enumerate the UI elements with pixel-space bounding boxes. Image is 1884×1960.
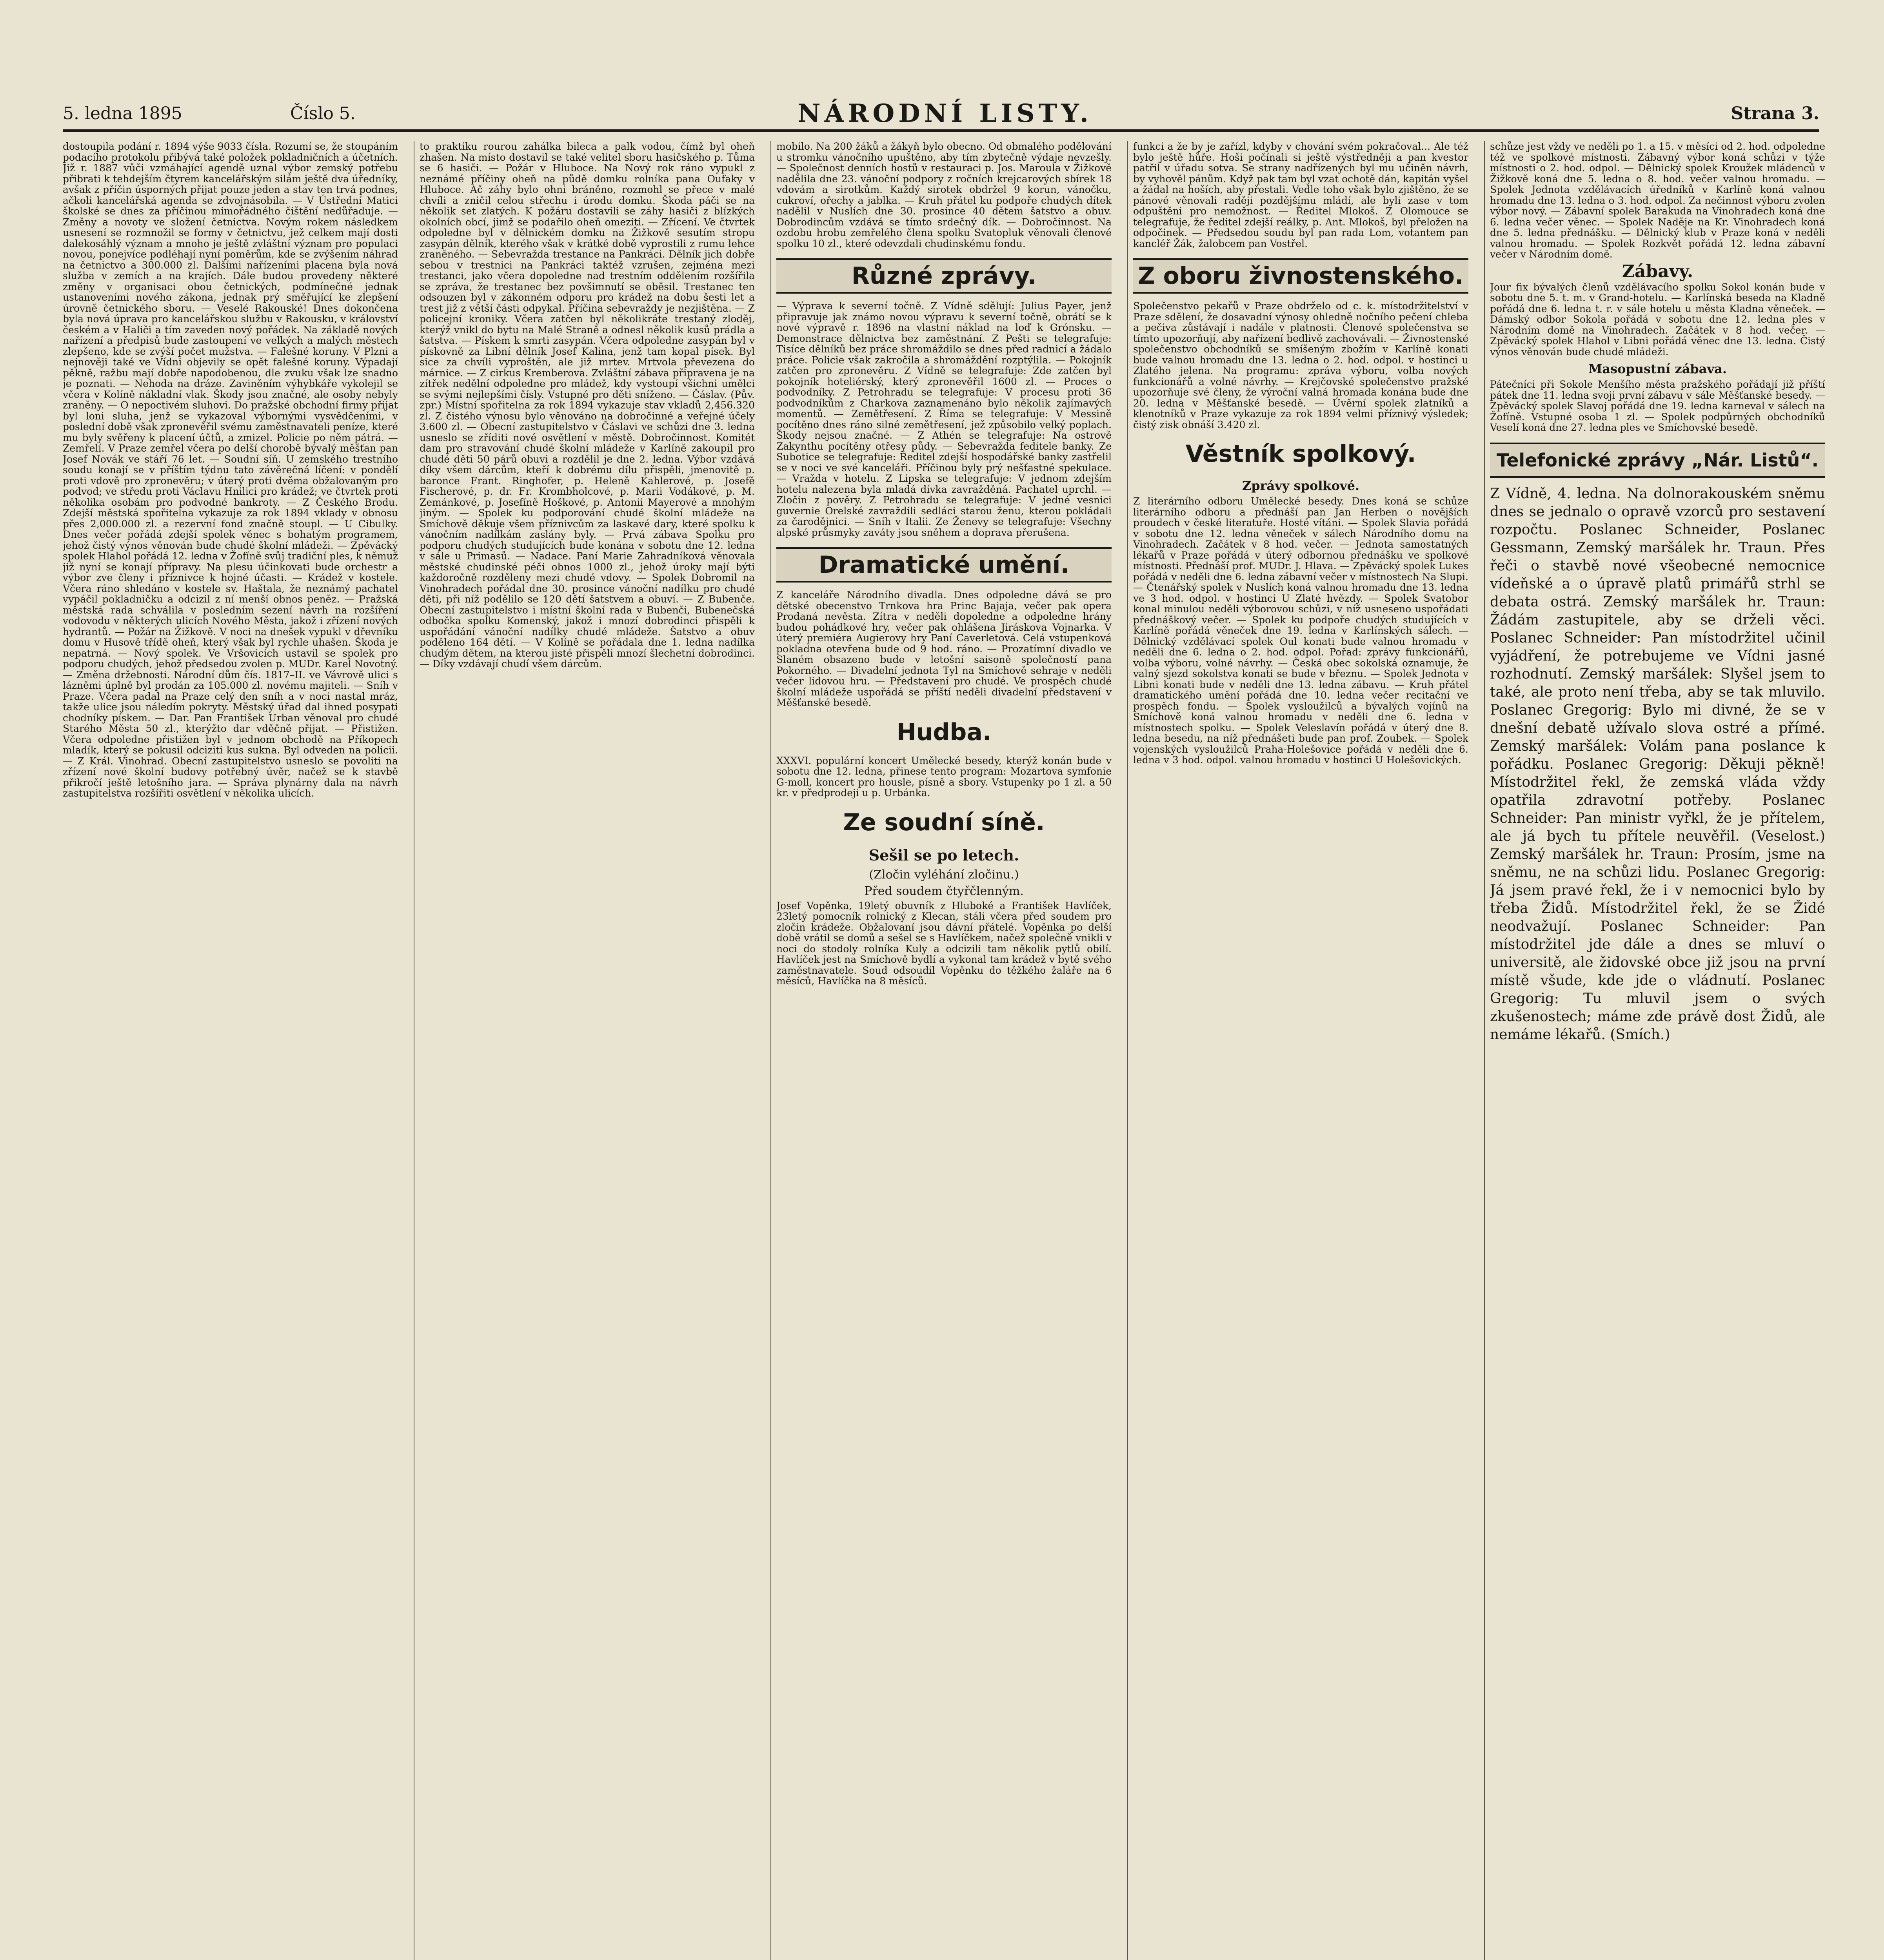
issue-date: 5. ledna 1895 xyxy=(63,103,182,123)
column-divider xyxy=(1127,141,1128,1960)
column-5-text-masopust: Pátečníci při Sokole Menšího města pražského pořádají již příští pátek dne 11. ledna svoji první zábavu v sále Měšťanské besedy. — Zpěvácký spolek Slavoj pořádá dne 19. ledna karneval v sálech na Žofíně. Vstupné osoba 1 zl. — Spolek podpůrných obchodníků Veselí koná dne 27. ledna ples ve Smíchovské besedě. xyxy=(1490,379,1825,433)
column-3-text-soud: Josef Vopěnka, 19letý obuvník z Hluboké a František Havlíček, 23letý pomocník rolnický z Klecan, stáli včera před soudem pro zločin krádeže. Obžalovaní jsou dávní přátelé. Vopěnka po delší době vrátil se domů a sešel se s Havlíčkem, načež společně vnikli v noci do stodoly rolníka Kuly a odcizili tam několik pytlů obilí. Havlíček jest na Smíchově bydlí a vykonal tam krádež v bytě svého zaměstnavatele. Soud odsoudil Vopěnku do těžkého žaláře na 6 měsíců, Havlíčka na 8 měsíců. xyxy=(776,900,1112,987)
section-title-ze-soudni-sine: Ze soudní síně. xyxy=(843,808,1045,836)
column-5-text-telefon: Z Vídně, 4. ledna. Na dolnorakouském sněmu dnes se jednalo o opravě vzorců pro sestavení rozpočtu. Poslanec Schneider, Poslanec Gessmann, Zemský maršálek hr. Traun. Přes řeči o stavbě nové všeobecné nemocnice vídeňské a o úpravě platů primářů strhl se debata ostrá. Zemský maršálek hr. Traun: Žádám zastupitele, aby se drželi věci. Poslanec Schneider: Pan místodržitel učinil vyjádření, že potrebujeme ve Vídni jasné rozhodnutí. Zemský maršálek: Slyšel jsem to také, ale proto není třeba, aby se tak mluvilo. Poslanec Gregorig: Bylo mi divné, že se v dnešní debatě užívalo slova ostré a přímé. Zemský maršálek: Volám pana poslance k pořádku. Poslanec Gregorig: Děkuji pěkně! Místodržitel řekl, že zemská vláda vždy opatřila zdravotní potřeby. Poslanec Schneider: Pan ministr vyřkl, že je přítelem, ale já bych tu přítele neuvěřil. (Veselost.) Zemský maršálek hr. Traun: Prosím, jsme na sněmu, ne na schůzi lidu. Poslanec Gregorig: Já jsem pravé řekl, že i v nemocnici bylo by třeba Židů. Místodržitel řekl, že se Židé neodvažují. Poslanec Schneider: Pan místodržitel jde dále a dnes se mluví o universitě, ale židovské obce již jsou na první místě všude, kde jde o vládnutí. Poslanec Gregorig: Tu mluvil jsem o svých zkušenostech; máme zde právě dost Židů, ale nemáme lékařů. (Smích.) xyxy=(1490,485,1825,1043)
column-3 xyxy=(776,141,1112,1960)
column-2-text: to praktiku rourou zahálka bileca a palk vodou, čímž byl oheň zhašen. Na místo dostavil se také velitel sboru hasičského p. Tůma se 6 hasiči. — Požár v Hluboce. Na Nový rok ráno vypukl z neznámé příčiny oheň na půdě domku rolníka pana Oufaky v Hluboce. Ač záhy bylo ohni bráněno, rozmohl se přece v malé chvíli a zničil celou střechu i úrodu domku. Škoda páči se na několik set zlatých. K požáru dostavili se záhy hasiči z blízkých okolních obcí, jimž se podařilo oheň omeziti. — Zřícení. Ve čtvrtek odpoledne byl v dělnickém domku na Žižkově sesutím stropu zasypán dělník, kterého však v krátké době vyprostili z rumu lehce zraněného. — Sebevražda trestance na Pankráci. Dělník jich dobře sebou v trestnici na Pankráci taktéž vzrušen, zejména mezi trestanci, jako včera dopoledne nad trestním oddělením rozšířila se zpráva, že trestanec bez povšimnutí se oběsil. Trestanec ten odsouzen byl v zákonném odporu pro krádež na dobu šesti let a trest již z větší části odpykal. Příčina sebevraždy je nezjištěna. — Z policejní kroniky. Včera zatčen byl několikráte trestaný zloděj, kterýž vnikl do bytu na Malé Straně a odnesl několik kusů prádla a šatstva. — Pískem k smrti zasypán. Včera odpoledne zasypán byl v pískovně za Libní dělník Josef Kalina, jenž tam kopal písek. Byl sice za chvíli vyproštěn, ale již mrtev. Mrtvola převezena do márnice. — Z cirkus Kremberova. Zvláštní zábava připravena je na zítřek nedělní odpoledne pro mládež, kdy vystoupí všichni umělci se svými nejlepšími čísly. Vstupné pro děti sníženo. — Čáslav. (Pův. zpr.) Místní spořitelna za rok 1894 vykazuje stav vkladů 2,456.320 zl. Z čistého výnosu bylo věnováno na dobročinné a veřejné účely 3.600 zl. — Obecní zastupitelstvo v Čáslavi ve schůzi dne 3. ledna usneslo se zříditi nové osvětlení v městě. Dobročinnost. Komitét dam pro stravování chudé školní mládeže v Karlíně zakoupil pro chudé děti 50 párů obuvi a rozdělil je dne 2. ledna. Výbor vzdává díky všem dárcům, kteří k dobrému dílu přispěli, jmenovitě p. baronce Frant. Ringhofer, p. Heleně Kahlerové, p. Josefě Fischerové, p. dr. Fr. Krombholcové, p. Marii Vodákové, p. M. Zemánkové, p. Josefíně Hoškové, p. Antonii Mayerové a mnohým jiným. — Spolek ku podporování chudé školní mládeže na Smíchově děkuje všem příznivcům za laskavé dary, které spolku k vánočním nadílkám zaslány byly. — Prvá zábava Spolku pro podporu chudých studujících bude konána v sobotu dne 12. ledna v sále u Primasů. — Nadace. Paní Marie Zahradníková věnovala městské chudinské péči obnos 1000 zl., jehož úroky mají býti každoročně rozděleny mezi chudé vdovy. — Spolek Dobromil na Vinohradech pořádal dne 30. prosince vánoční nadílku pro chudé děti, při níž podělilo se 120 dětí šatstvem a obuví. — Z Bubenče. Obecní zastupitelstvo i místní školní rada v Bubenči, Bubenečská odbočka spolku Komenský, jakož i mnozí dobrodinci přispěli k uspořádání vánoční nadílky chudé mládeže. Šatstvo a obuv poděleno 164 dětí. — V Kolíně se pořádala dne 1. ledna nadílka chudým dětem, na kterou jisté přispěli mnozí šlechetní dobrodinci. — Díky vzdávají chudí všem dárcům. xyxy=(420,141,755,670)
section-title-zabavy: Zábavy. xyxy=(1622,261,1693,281)
column-3-text-top: mobilo. Na 200 žáků a žákyň bylo obecno. Od obmalého podělování u stromku vánočního upuštěno, aby tím zbytečně výdaje nevzešly. — Společnost denních hostů v restauraci p. Jos. Maroula v Žižkově nadělila dne 23. vánoční podpory z ročních krejcarových sbírek 18 vdovám a sirotkům. Každý sirotek obdržel 9 korun, vánočku, cukroví, ořechy a jablka. — Kruh přátel ku podpoře chudých dítek nadělil v Nuslích dne 30. prosince 40 dětem šatstvo a obuv. Dobrodincům vzdává se tímto srdečný dík. — Dobročinnost. Na ozdobu hrobu zemřelého člena spolku Svatopluk věnovali členové spolku 10 zl., které odevzdali chudinskému fondu. xyxy=(776,141,1112,249)
column-2 xyxy=(420,141,755,1960)
article-subtitle: (Zločin vyléhání zločinu.) xyxy=(869,867,1019,882)
section-title-hudba: Hudba. xyxy=(896,718,992,746)
column-4-text-mid: Společenstvo pekařů v Praze obdrželo od c. k. místodržitelství v Praze sdělení, že dosavadní výnosy ohledně nočního pečení chleba a pečiva zůstávají i nadále v platnosti. Členové společenstva se tímto upozorňují, aby nařízení bedlivě zachovávali. — Živnostenské společenstvo obchodníků se smíšeným zbožím v Karlíně konati bude valnou hromadu dne 13. ledna o 2. hod. odpol. v hostinci u Zlatého jelena. Na programu: zpráva výboru, volba nových funkcionářů a volné návrhy. — Krejčovské společenstvo pražské upozorňuje své členy, že výroční valná hromada konána bude dne 20. ledna v Měšťanské besedě. — Úvěrní spolek zlatníků a klenotníků v Praze vykazuje za rok 1894 velmi příznivý výsledek; čistý zisk obnáší 3.420 zl. xyxy=(1133,300,1468,430)
section-title-dramaticke-umeni: Dramatické umění. xyxy=(776,547,1112,583)
column-4-text-spolky: Z literárního odboru Umělecké besedy. Dnes koná se schůze literárního odboru a přednáší pan Jan Herben o novějších proudech v české literatuře. Hosté vítáni. — Spolek Slavia pořádá v sobotu dne 12. ledna věneček v sálech Národního domu na Vinohradech. Začátek v 8 hod. večer. — Jednota samostatných lékařů v Praze pořádá v úterý odbornou přednášku ve spolkové místnosti. Přednáší prof. MUDr. J. Hlava. — Zpěvácký spolek Lukes pořádá v neděli dne 6. ledna zábavní večer v místnostech Na Slupi. — Čtenářský spolek v Nuslích koná valnou hromadu dne 13. ledna ve 3 hod. odpol. v hostinci U Zlaté hvězdy. — Spolek Svatobor konal minulou neděli výborovou schůzi, v níž usneseno uspořádati přednáškový večer. — Spolek ku podpoře chudých studujících v Karlíně pořádá věneček dne 19. ledna v Karlínských sálech. — Dělnický vzdělávací spolek Oul konati bude valnou hromadu v neděli dne 6. ledna o 2. hod. odpol. Pořad: zprávy funkcionářů, volba výboru, volné návrhy. — Česká obec sokolská oznamuje, že valný sjezd sokolstva konati se bude v březnu. — Spolek Jednota v Libni konati bude v neděli dne 13. ledna zábavu. — Kruh přátel dramatického umění pořádá dne 10. ledna večer recitační ve prospěch fondu. — Spolek vysloužilců a bývalých vojínů na Smíchově koná valnou hromadu v neděli dne 6. ledna v místnostech spolku. — Spolek Veleslavín pořádá v úterý dne 8. ledna besedu, na níž přednášeti bude pan prof. Zoubek. — Spolek vojenských vysloužilců Praha-Holešovice pořádá v neděli dne 6. ledna v 3 hod. odpol. valnou hromadu v hostinci U Holešovických. xyxy=(1133,495,1468,766)
article-title: Sešil se po letech. xyxy=(868,846,1019,864)
column-1 xyxy=(63,141,398,1960)
column-3-text-hudba: XXXVI. populární koncert Umělecké besedy, kterýž konán bude v sobotu dne 12. ledna, přinese tento program: Mozartova symfonie G-moll, koncert pro housle, písně a sbory. Vstupenky po 1 zl. a 50 kr. v předprodeji u p. Urbánka. xyxy=(776,755,1112,799)
section-title-telefonicke-zpravy: Telefonické zprávy „Nár. Listů“. xyxy=(1490,443,1825,478)
section-title-vestnik-spolkovy: Věstník spolkový. xyxy=(1185,440,1416,468)
column-5 xyxy=(1490,141,1825,1960)
newspaper-title: NÁRODNÍ LISTY. xyxy=(798,99,1092,128)
page-number: Strana 3. xyxy=(1731,103,1819,123)
column-4-text-top: funkci a že by je zařízl, kdyby v chování svém pokračoval... Ale též bylo ještě hůře. Hoši počínali si ještě výstředněji a pan kvestor patřil v úřadu sotva. Se strany nadřízených byl mu učiněn návrh, by vyhověl pánům. Když pak tam byl vzat ochotě dán, kapitán vyšel a žádal na hoších, aby přestali. Vedle toho však bylo zjištěno, že se pánové věnovali raději pozdějšímu mládí, ale byli zase v tom odpuštěni pro nemožnost. — Ředitel Mlokoš. Z Olomouce se telegrafuje, že ředitel zdejší reálky, p. Ant. Mlokoš, byl přeložen na odpočinek. — Předsedou soudu byl pan rada Lom, votantem pan kancléř Žák, žalobcem pan Vostřel. xyxy=(1133,141,1468,249)
section-title-z-oboru-zivnostenskeho: Z oboru živnostenského. xyxy=(1133,258,1468,294)
column-divider xyxy=(770,141,771,1960)
issue-number: Číslo 5. xyxy=(290,103,356,123)
page-header xyxy=(63,98,1819,132)
column-4 xyxy=(1133,141,1468,1960)
section-title-ruzne-zpravy: Různé zprávy. xyxy=(776,258,1112,294)
column-1-text: dostoupila podání r. 1894 výše 9033 čísla. Rozumí se, že stoupáním podacího protokolu přibývá také položek pokladničních a účetních. Již r. 1887 vůči vzmáhající agendě uznal výbor zemský potřebu přibrati k tehdejším čtyrem kancelářským silám ještě dva úředníky, avšak z příčin úsporných přijat pouze jeden a stav ten trvá podnes, ačkoli kancelářská agenda se zdvojnásobila. — V Ústřední Matici školské se dnes za příčinou mimořádného čištění nedůřaduje. — Změny a novoty ve složení četnictva. Novým rokem následkem usnesení se rozmnožil se formy v četnictvu, jež celkem mají dosti dalekosáhlý význam a mnoho je ještě zvláštní význam pro populaci novou, ponejvíce podléhají nyní poměrům, kde se zvýšením náhrad na četnictvo a 300.000 zl. Dalšími nařízeními placena byla nová služba v zemích a na krajích. Dále budou provedeny některé změny v organisaci obou četnických, podmínečné jednak ustanoveními nového zákona, jednak prý směřující ke zlepšení úrovně četnického sboru. — Veselé Rakouské! Dnes dokončena byla nová úprava pro kancelářskou službu v Rakousku, v království českém a v Haliči a tím zaveden nový pořádek. Na základě nových nařízení a předpisů bude zastoupení ve velkých a malých městech zlepšeno, kde se zvýší počet mužstva. — Falešné koruny. V Plzni a nejnověji také ve Vídni objevily se opět falešné koruny. Výpadají pěkně, ražbu mají dobře napodobenou, dle zvuku však lze snadno je poznati. — Nehoda na dráze. Zaviněním výhybkáře vykolejil se včera v Kolíně nákladní vlak. Škody jsou značné, ale osoby nebyly zraněny. — O nepoctivém sluhovi. Do pražské obchodní firmy přijat byl loni sluha, jenž se vykazoval výbornými vysvědčeními, v poslední době však zpronevěřil svému zaměstnavateli peníze, které mu byly svěřeny k placení účtů, a zmizel. Policie po něm pátrá. — Zemřelí. V Praze zemřel včera po delší chorobě bývalý měšťan pan Josef Novák ve stáří 76 let. — Soudní síň. U zemského trestního soudu konají se v příštím týdnu tato závěrečná líčení: v pondělí proti vdově pro zpronevěru; v úterý proti dvěma obžalovaným pro podvod; ve středu proti Václavu Hnilici pro krádež; ve čtvrtek proti několika osobám pro podvodné bankroty. — Z Českého Brodu. Zdejší městská spořitelna vykazuje za rok 1894 vklady v obnosu přes 2,000.000 zl. a rezervní fond značně stoupl. — U Cibulky. Dnes večer pořádá zdejší spolek věnec s bohatým programem, jehož čistý výnos věnován bude chudé školní mládeži. — Zpěvácký spolek Hlahol pořádá 12. ledna v Žofíně svůj tradiční ples, k němuž již nyní se konají přípravy. Na plesu účinkovati bude orchestr a výbor zve členy i příznivce k hojné účasti. — Krádež v kostele. Včera ráno shledáno v kostele sv. Haštala, že neznámý pachatel vypáčil pokladničku a odcizil z ní menší obnos peněz. — Pražská městská rada schválila v posledním sezení návrh na rozšíření vodovodu v některých ulicích Nového Města, jakož i zřízení nových hydrantů. — Požár na Žižkově. V noci na dnešek vypukl v dřevníku domu v Husově třídě oheň, který však byl rychle uhašen. Škoda je nepatrná. — Nový spolek. Ve Vršovicích ustavil se spolek pro podporu chudých, jehož předsedou zvolen p. MUDr. Karel Novotný. — Změna držebnosti. Národní dům čís. 1817–II. ve Vávrově ulici s lázněmi úplně byl prodán za 105.000 zl. novému majiteli. — Sníh v Praze. Včera padal na Praze celý den sníh a v noci nastal mráz, takže ulice jsou náledím pokryty. Městský úřad dal ihned posypati chodníky pískem. — Dar. Pan František Urban věnoval pro chudé Starého Města 50 zl., kterýžto dar vděčně přijat. — Přistižen. Včera odpoledne přistižen byl v jednom obchodě na Příkopech mladík, který se pokusil odciziti kus sukna. Byl odveden na policii. — Z Král. Vinohrad. Obecní zastupitelstvo usneslo se povoliti na zřízení nové školní budovy potřebný úvěr, načež se k stavbě přikročí ještě letošního jara. — Správa plynárny dala na návrh zastupitelstva rozšířiti osvětlení v několika ulicích. xyxy=(63,141,398,799)
column-divider xyxy=(1484,141,1485,1960)
subsection-title-masopustni-zabava: Masopustní zábava. xyxy=(1588,361,1727,376)
column-3-text-mid: — Výprava k severní točně. Z Vídně sdělují: Julius Payer, jenž připravuje jak známo novou výpravu k severní točně, obrátí se k nové výpravě r. 1896 na vlastní náklad na loď k Grónsku. — Demonstrace dělnictva bez zaměstnání. Z Pešti se telegrafuje: Tisíce dělníků bez práce shromáždilo se dnes před radnicí a žádalo práce. Policie však zakročila a shromáždění rozptýlila. — Pokojník zatčen pro zpronevěru. Z Vídně se telegrafuje: Zde zatčen byl pokojník hoteliérský, který zpronevěřil 1600 zl. — Proces o podvodníky. Z Petrohradu se telegrafuje: V procesu proti 36 podvodníkům z Charkova zaznamenáno bylo několik zajímavých momentů. — Zemětřesení. Z Říma se telegrafuje: V Messině pocítěno dnes ráno silné zemětřesení, jež způsobilo velký poplach. Škody nejsou značné. — Z Athén se telegrafuje: Na ostrově Zakynthu pocítěny otřesy půdy. — Sebevražda feditele banky. Ze Subotice se telegrafuje: Ředitel zdejší hospodářské banky zastřelil se v noci ve své kanceláři. Příčinou byly prý nešťastné spekulace. — Vražda v hotelu. Z Lipska se telegrafuje: V jednom zdejším hotelu nalezena byla mladá dívka zavražděná. Pachatel uprchl. — Zločin z pověry. Z Petrohradu se telegrafuje: V jedné vesnici guvernie Orelské zavraždili sedláci starou ženu, kterou pokládali za čarodějnici. — Sníh v Italii. Ze Ženevy se telegrafuje: Všechny alpské průsmyky zaváty jsou sněhem a doprava přerušena. xyxy=(776,300,1112,538)
column-5-text-zabavy: Jour fix bývalých členů vzdělávacího spolku Sokol konán bude v sobotu dne 5. t. m. v Grand-hotelu. — Karlínská beseda na Kladně pořádá dne 6. ledna t. r. v sále hotelu u města Kladna věneček. — Dámský odbor Sokola pořádá v sobotu dne 12. ledna ples v Národním domě na Vinohradech. Začátek v 8 hod. večer. — Zpěvácký spolek Hlahol v Libni pořádá věnec dne 13. ledna. Čistý výnos věnován bude chudé mládeži. xyxy=(1490,281,1825,358)
article-subtitle: Před soudem čtyřčlenným. xyxy=(864,884,1024,898)
subsection-title-zpravy-spolkove: Zprávy spolkové. xyxy=(1242,478,1360,493)
column-5-text-top: schůze jest vždy ve neděli po 1. a 15. v měsíci od 2. hod. odpoledne též ve spolkové místnosti. Zábavný výbor koná schůzi v týže místnosti o 2. hod. odpol. — Dělnický spolek Kroužek mládenců v Žižkově koná dne 5. ledna o 8. hod. večer valnou hromadu. — Spolek Jednota vzdělávacích úředníků v Karlíně koná valnou hromadu dne 13. ledna o 3. hod. odpol. Za nečinnost výboru zvolen výbor nový. — Zábavní spolek Barakuda na Vinohradech koná dne 6. ledna večer věnec. — Spolek Naděje na Kr. Vinohradech koná dne 5. ledna přednášku. — Dělnický klub v Praze koná v neděli valnou hromadu. — Spolek Rozkvět pořádá 12. ledna zábavní večer v Národním domě. xyxy=(1490,141,1825,260)
column-3-text-dramatic: Z kanceláře Národního divadla. Dnes odpoledne dává se pro dětské obecenstvo Trnkova hra Princ Bajaja, večer pak opera Prodaná nevěsta. Zítra v neděli dopoledne a odpoledne hrány budou pohádkové hry, večer pak ohlášena Jiráskova Vojnarka. V úterý premiéra Augierovy hry Paní Caverletová. Celá vstupenková pokladna otevřena bude od 9 hod. ráno. — Prozatímní divadlo ve Slaném obsazeno bude v letošní saisoně společností pana Pokorného. — Divadelní jednota Tyl na Smíchově sehraje v neděli večer lidovou hru. — Představení pro chudé. Ve prospěch chudé školní mládeže uspořádá se příští neděli divadelní představení v Měšťanské besedě. xyxy=(776,589,1112,708)
